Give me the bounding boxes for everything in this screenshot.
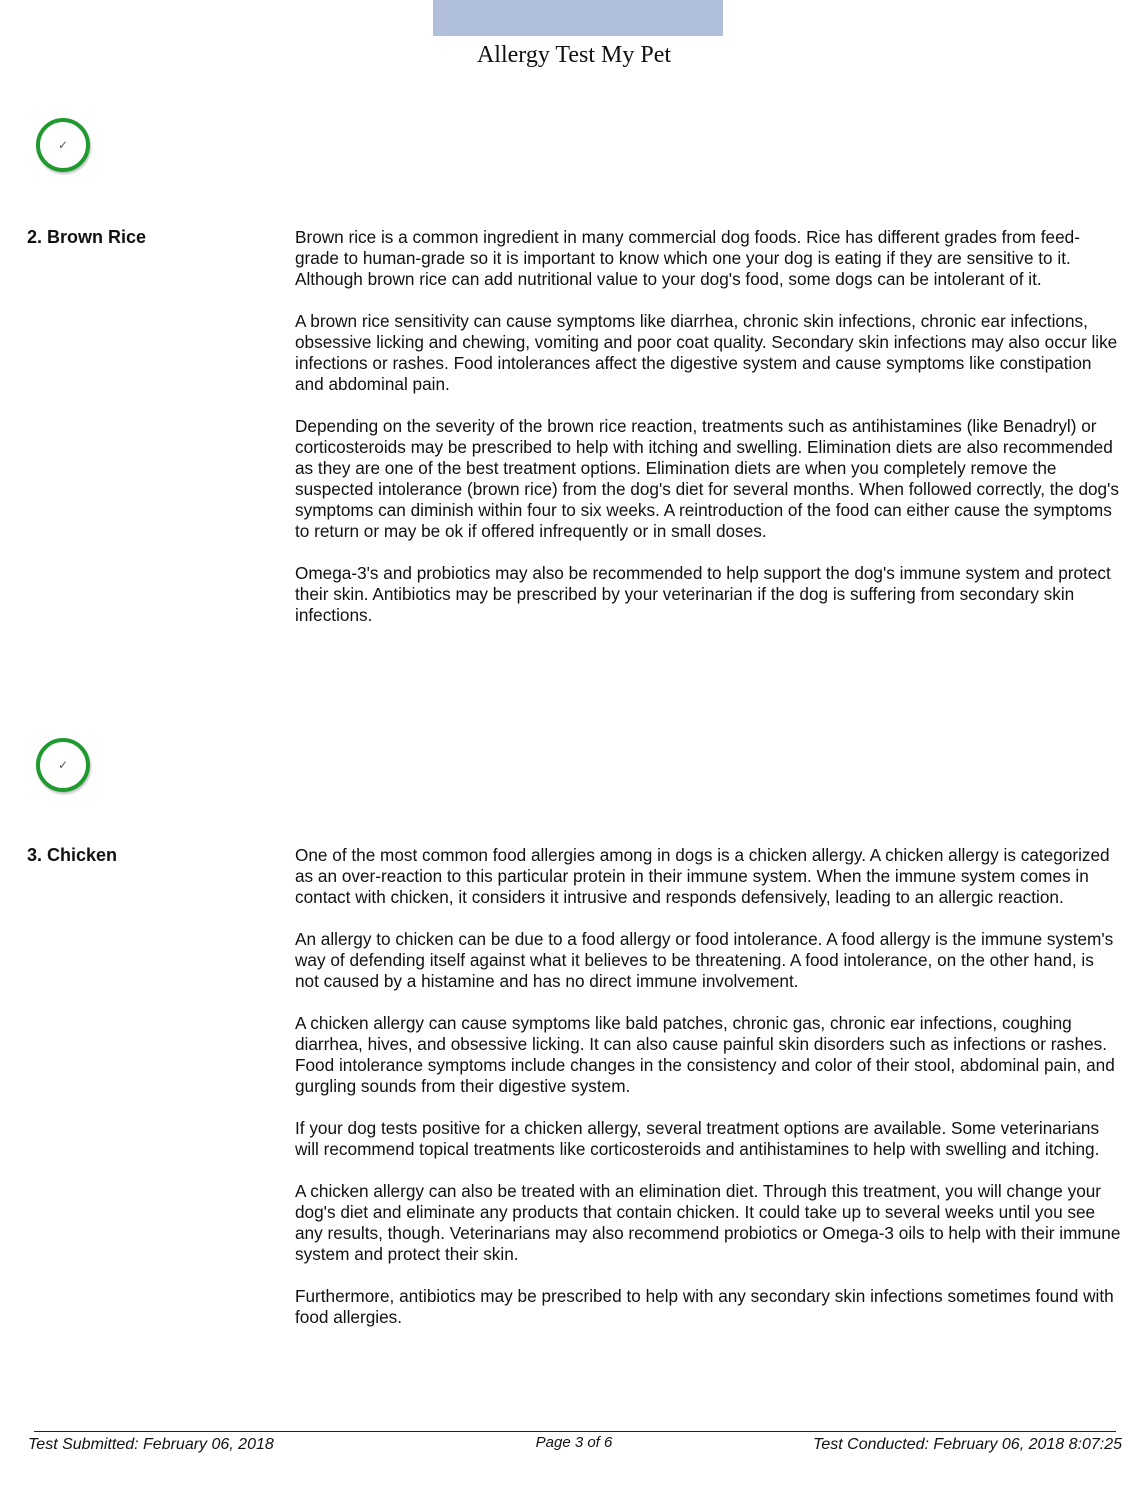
check-circle-icon [36, 118, 90, 172]
checkmark-icon: ✓ [57, 758, 69, 772]
checkmark-icon: ✓ [57, 138, 69, 152]
paragraph: A chicken allergy can also be treated with an elimination diet. Through this treatment, you will change your dog's diet and eliminate any products that contain chicken. It could take up to several weeks until you see any results, though. Veterinarians may also recommend probiotics or Omega-3 oils to help with their immune system and protect their skin. [295, 1181, 1121, 1264]
paragraph: One of the most common food allergies among in dogs is a chicken allergy. A chicken allergy is categorized as an over-reaction to this particular protein in their immune system. When the immune system comes in contact with chicken, it considers it intrusive and responds defensively, leading to an allergic reaction. [295, 845, 1110, 907]
footer-test-submitted: Test Submitted: February 06, 2018 [28, 1436, 274, 1453]
paragraph: Furthermore, antibiotics may be prescribed to help with any secondary skin infections sometimes found with food allergies. [295, 1286, 1114, 1327]
footer-divider [34, 1431, 1116, 1432]
header-band [433, 0, 723, 36]
paragraph: Brown rice is a common ingredient in many commercial dog foods. Rice has different grades from feed-grade to human-grade so it is important to know which one your dog is eating if they are sensitive to it. Although brown rice can add nutritional value to your dog's food, some dogs can be intolerant of it. [295, 227, 1080, 289]
paragraph: A chicken allergy can cause symptoms like bald patches, chronic gas, chronic ear infections, coughing diarrhea, hives, and obsessive licking. It can also cause painful skin disorders such as infections or rashes. Food intolerance symptoms include changes in the consistency and color of their stool, abdominal pain, and gurgling sounds from their digestive system. [295, 1013, 1115, 1096]
section-heading-chicken: 3. Chicken [27, 845, 118, 865]
paragraph: An allergy to chicken can be due to a food allergy or food intolerance. A food allergy is the immune system's way of defending itself against what it believes to be threatening. A food intolerance, on the other hand, is not caused by a histamine and has no direct immune involvement. [295, 929, 1114, 991]
paragraph: If your dog tests positive for a chicken allergy, several treatment options are available. Some veterinarians will recommend topical treatments like corticosteroids and antihistamines to help with swelling and itching. [295, 1118, 1100, 1159]
section-body-brown-rice [295, 227, 1121, 647]
check-circle-icon [36, 738, 90, 792]
section-body-chicken [295, 845, 1121, 1349]
section-heading-brown-rice: 2. Brown Rice [27, 227, 147, 247]
paragraph: A brown rice sensitivity can cause symptoms like diarrhea, chronic skin infections, chronic ear infections, obsessive licking and chewing, vomiting and poor coat quality. Secondary skin infections may also occur like infections or rashes. Food intolerances affect the digestive system and cause symptoms like constipation and abdominal pain. [295, 311, 1118, 394]
paragraph: Depending on the severity of the brown rice reaction, treatments such as antihistamines (like Benadryl) or corticosteroids may be prescribed to help with itching and swelling. Elimination diets are also recommended as they are one of the best treatment options. Elimination diets are when you completely remove the suspected intolerance (brown rice) from the dog's diet for several months. When followed correctly, the dog's symptoms can diminish within four to six weeks. A reintroduction of the food can either cause the symptoms to return or may be ok if offered infrequently or in small doses. [295, 416, 1119, 541]
footer-page-number: Page 3 of 6 [535, 1434, 613, 1451]
paragraph: Omega-3's and probiotics may also be recommended to help support the dog's immune system and protect their skin. Antibiotics may be prescribed by your veterinarian if the dog is suffering from secondary skin infections. [295, 563, 1111, 625]
document-title: Allergy Test My Pet [476, 42, 672, 68]
footer-test-conducted: Test Conducted: February 06, 2018 8:07:25 [813, 1436, 1122, 1453]
